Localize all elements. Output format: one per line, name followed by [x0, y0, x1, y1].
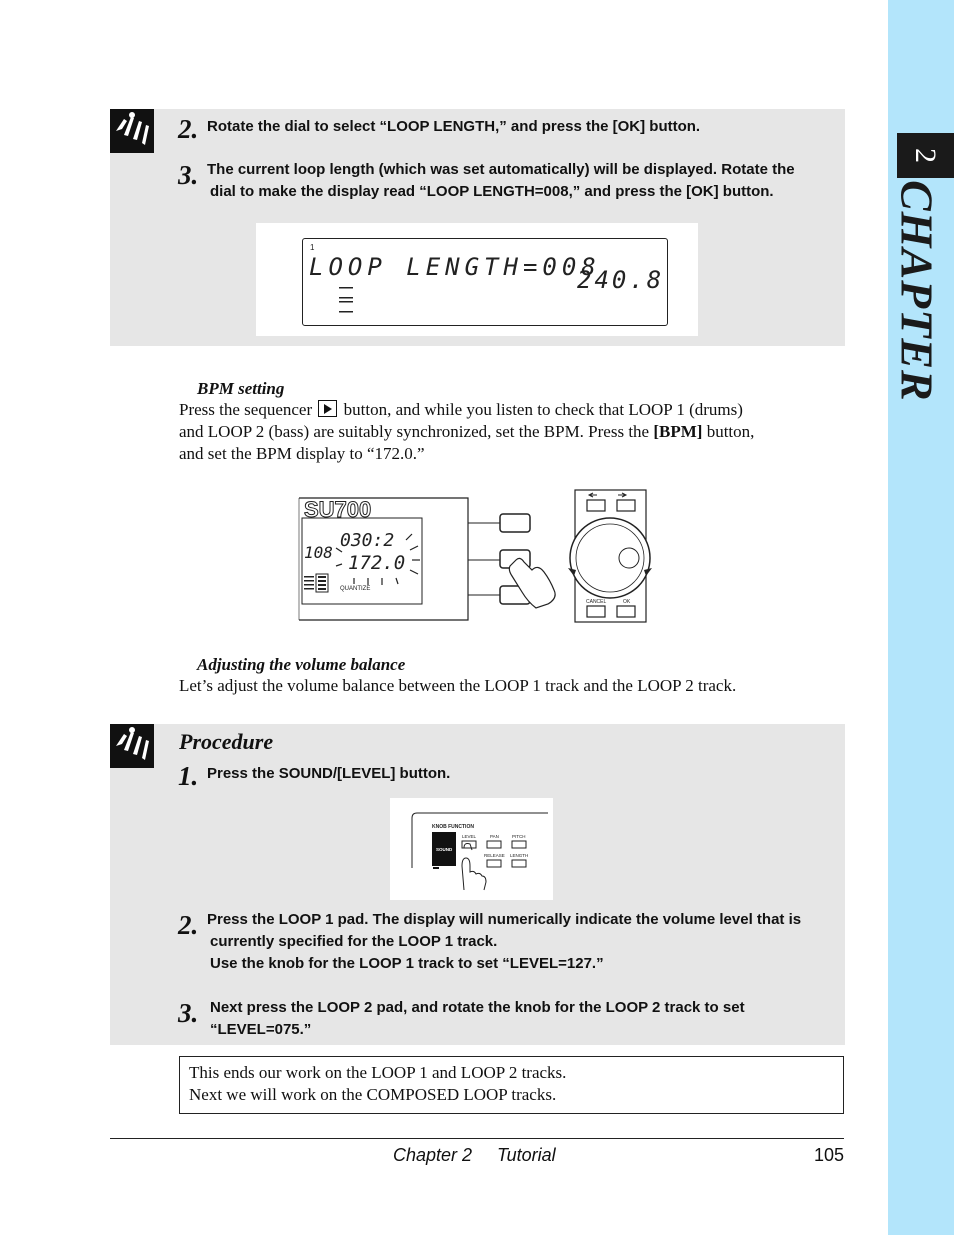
- step-text: dial to make the display read “LOOP LENGTH=008,” and press the [OK] button.: [210, 183, 774, 200]
- cancel-label: CANCEL: [586, 599, 607, 605]
- note-line: Next we will work on the COMPOSED LOOP tracks.: [189, 1085, 557, 1104]
- step-text: Press the SOUND/[LEVEL] button.: [207, 765, 451, 782]
- level-label: LEVEL: [462, 834, 477, 839]
- step-text: Press the LOOP 1 pad. The display will numerically indicate the volume level that is: [207, 911, 802, 928]
- play-icon: [318, 400, 337, 417]
- bpm-paragraph-line: and set the BPM display to “172.0.”: [179, 444, 425, 463]
- display-quantize: QUANTIZE: [340, 586, 371, 592]
- lcd-main-text: LOOP LENGTH=008: [309, 253, 601, 281]
- bpm-heading: BPM setting: [197, 379, 285, 398]
- finger-icon: [462, 858, 486, 890]
- volume-text: Let’s adjust the volume balance between the LOOP 1 track and the LOOP 2 track.: [179, 676, 737, 695]
- chapter-word: CHAPTER: [891, 180, 943, 402]
- bpm-paragraph-line: [179, 421, 754, 443]
- lcd-illustration: [256, 223, 698, 336]
- length-label: LENGTH: [510, 853, 529, 858]
- text: Press the sequencer: [179, 400, 313, 419]
- chapter-number-box: [897, 133, 954, 178]
- pan-label: PAN: [490, 834, 499, 839]
- text: and LOOP 2 (bass) are suitably synchronized, set the BPM. Press the: [179, 422, 650, 441]
- page-number: 105: [813, 1145, 844, 1165]
- note-box: [179, 1056, 844, 1114]
- step-text: “LEVEL=075.”: [210, 1021, 312, 1038]
- step-text: Use the knob for the LOOP 1 track to set “LEVEL=127.”: [210, 955, 604, 972]
- display-left: 108: [304, 543, 333, 562]
- level-meter-icon: [304, 574, 328, 592]
- step-number: 3.: [178, 998, 199, 1028]
- footer-section: Tutorial: [497, 1145, 556, 1165]
- volume-heading: Adjusting the volume balance: [197, 655, 406, 674]
- sound-label: SOUND: [436, 847, 453, 852]
- step-number: 2.: [178, 114, 199, 144]
- text: button, and while you listen to check that LOOP 1 (drums): [343, 400, 743, 419]
- hands-on-icon: [110, 724, 154, 768]
- bpm-button-label: [BPM]: [653, 422, 703, 441]
- note-line: This ends our work on the LOOP 1 and LOOP 2 tracks.: [189, 1063, 567, 1082]
- knob-function-illustration: [390, 798, 553, 900]
- chapter-label: [872, 180, 954, 402]
- bpm-paragraph-line: [179, 399, 743, 421]
- release-label: RELEASE: [484, 853, 505, 858]
- step-number: 2.: [178, 910, 199, 940]
- device-illustration: [296, 488, 652, 626]
- step-number: 1.: [178, 761, 199, 791]
- device-logo: SU700: [304, 497, 372, 522]
- step-text: Rotate the dial to select “LOOP LENGTH,” and press the [OK] button.: [207, 118, 701, 135]
- pitch-label: PITCH: [512, 834, 526, 839]
- step-number: 3.: [178, 160, 199, 190]
- chapter-number: 2: [909, 148, 942, 163]
- step-text: The current loop length (which was set automatically) will be displayed. Rotate the: [207, 161, 795, 178]
- step-text: currently specified for the LOOP 1 track.: [210, 933, 498, 950]
- lcd-display: [302, 238, 668, 326]
- step-text: Next press the LOOP 2 pad, and rotate the knob for the LOOP 2 track to set: [210, 999, 745, 1016]
- ok-label: OK: [623, 599, 631, 605]
- procedure-title: Procedure: [179, 729, 274, 754]
- knob-function-label: KNOB FUNCTION: [432, 824, 474, 830]
- lcd-indicator: 1: [310, 243, 315, 252]
- display-bpm: 172.0: [348, 552, 406, 574]
- display-top: 030:2: [340, 530, 395, 551]
- footer-chapter: Chapter 2: [393, 1145, 473, 1165]
- text: button,: [706, 422, 755, 441]
- lcd-value: 240.8: [577, 266, 665, 294]
- hands-on-icon: [110, 109, 154, 153]
- level-meter-icon: [337, 287, 357, 317]
- footer-rule: [110, 1138, 844, 1139]
